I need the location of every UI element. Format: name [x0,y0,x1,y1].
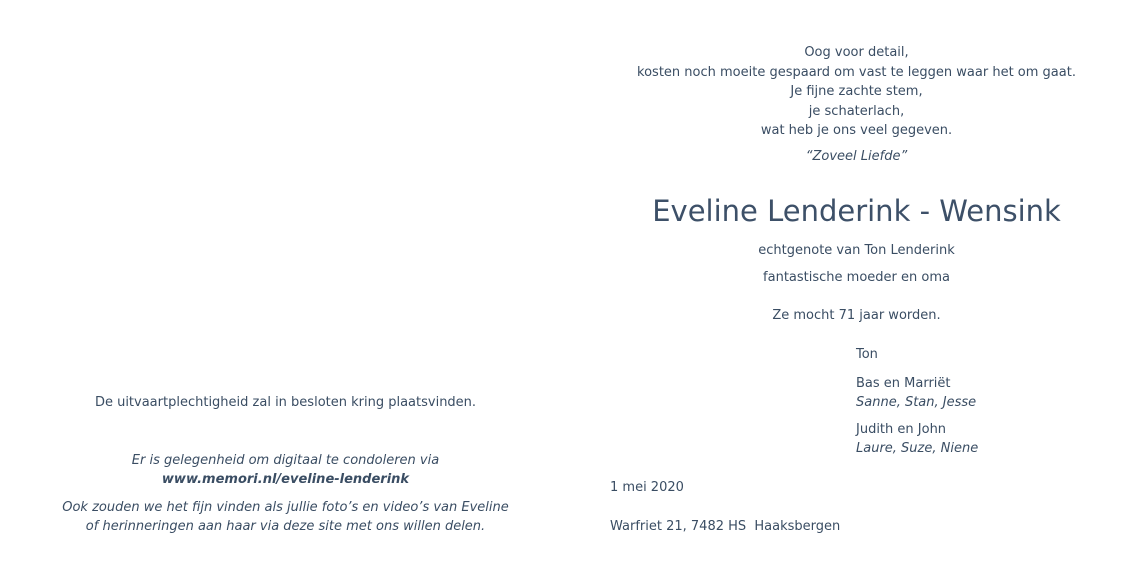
poem-line: kosten noch moeite gespaard om vast te leggen waar het om gaat. [637,64,1076,80]
right-page [571,0,1142,571]
family-member: Judith en John [856,422,947,437]
address: Warfriet 21, 7482 HS Haaksbergen [610,519,841,534]
condolence-text: Er is gelegenheid om digitaal te condoleren via [131,453,440,468]
poem-line: wat heb je ons veel gegeven. [760,123,953,138]
quote: “Zoveel Liefde” [805,149,908,164]
deceased-name: Eveline Lenderink - Wensink [652,194,1061,228]
relation-mother: fantastische moeder en oma [763,270,950,285]
poem-line: Oog voor detail, [804,45,909,60]
family-member: Ton [856,347,878,362]
funeral-notice: De uitvaartplechtigheid zal in besloten kring plaatsvinden. [94,395,477,410]
share-text-line-1: Ook zouden we het fijn vinden als jullie foto’s en video’s van Eveline [62,500,509,515]
age-text: Ze mocht 71 jaar worden. [772,308,941,323]
relation-spouse: echtgenote van Ton Lenderink [758,243,955,258]
date: 1 mei 2020 [610,480,684,495]
poem-line: Je fijne zachte stem, [790,84,923,99]
poem-line: je schaterlach, [808,103,905,119]
grandchildren: Sanne, Stan, Jesse [856,395,977,410]
family-member: Bas en Marriët [856,376,951,391]
share-text-line-2: of herinneringen aan haar via deze site met ons willen delen. [85,519,486,534]
poem [571,43,1142,141]
condolence-website-link[interactable]: www.memori.nl/eveline-lenderink [161,472,410,487]
grandchildren: Laure, Suze, Niene [856,441,979,456]
